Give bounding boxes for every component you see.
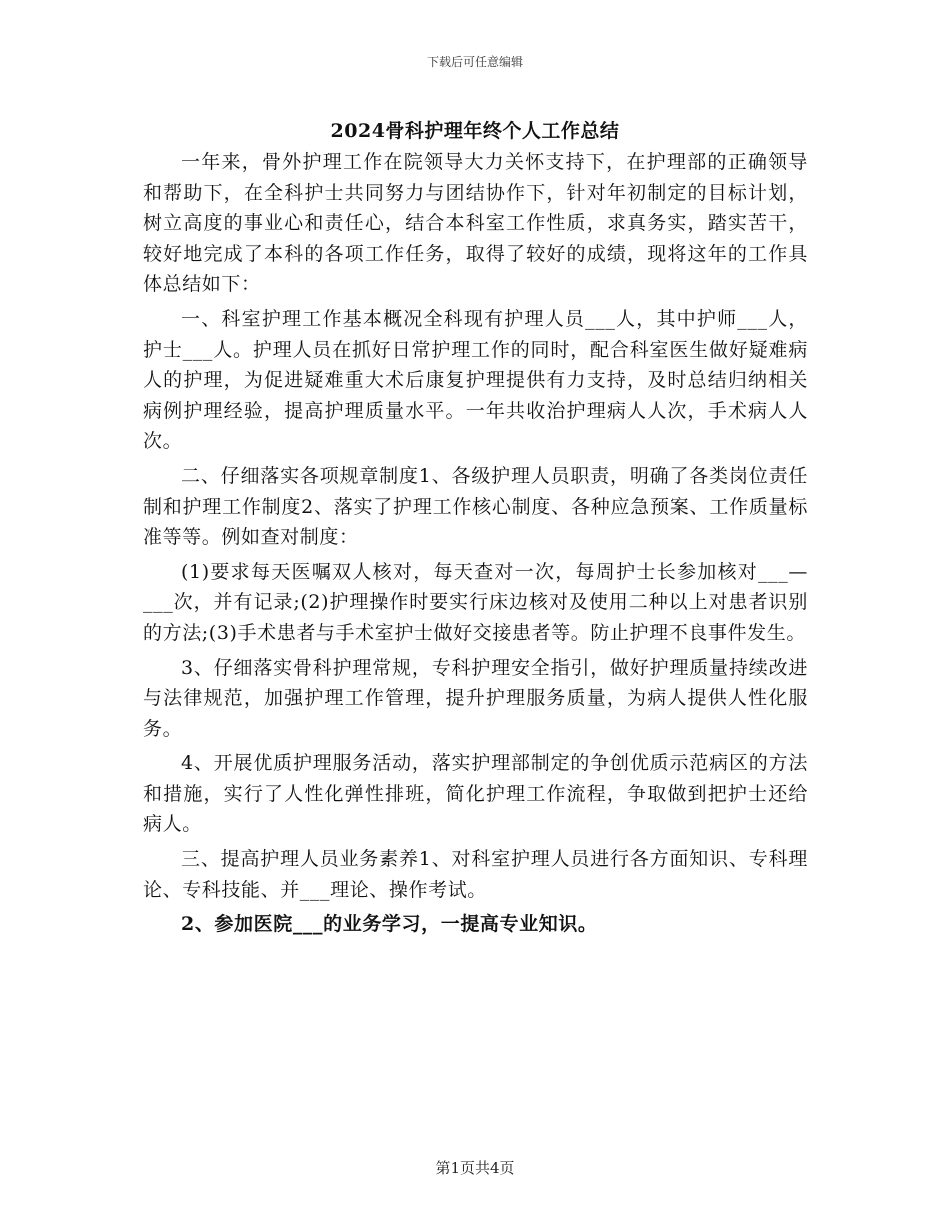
paragraph-checking-rules: (1)要求每天医嘱双人核对，每天查对一次，每周护士长参加核对___—___次，并有记录;(2)护理操作时要实行床边核对及使用二种以上对患者识别的方法;(3)手术患者与手术室护士做好交接患者等。防止护理不良事件发生。 — [143, 560, 808, 644]
page-number: 第1页共4页 — [435, 1159, 515, 1177]
paragraph-item-2-bold: 2、参加医院___的业务学习，一提高专业知识。 — [181, 913, 598, 936]
paragraph-item-3: 3、仔细落实骨科护理常规，专科护理安全指引，做好护理质量持续改进与法律规范，加强护理工作管理，提升护理服务质量，为病人提供人性化服务。 — [143, 656, 808, 740]
document-body — [143, 147, 808, 940]
paragraph-item-4: 4、开展优质护理服务活动，落实护理部制定的争创优质示范病区的方法和措施，实行了人性化弹性排班，简化护理工作流程，争取做到把护士还给病人。 — [143, 752, 808, 836]
paragraph-section-2: 二、仔细落实各项规章制度1、各级护理人员职责，明确了各类岗位责任制和护理工作制度2、落实了护理工作核心制度、各种应急预案、工作质量标准等等。例如查对制度： — [143, 464, 808, 549]
paragraph-section-1: 一、科室护理工作基本概况全科现有护理人员___人，其中护师___人，护士___人。护理人员在抓好日常护理工作的同时，配合科室医生做好疑难病人的护理，为促进疑难重大术后康复护理提供有力支持，及时总结归纳相关病例护理经验，提高护理质量水平。一年共收治护理病人人次，手术病人人次。 — [143, 307, 808, 453]
paragraph-intro: 一年来，骨外护理工作在院领导大力关怀支持下，在护理部的正确领导和帮助下，在全科护士共同努力与团结协作下，针对年初制定的目标计划，树立高度的事业心和责任心，结合本科室工作性质，求真务实，踏实苦干，较好地完成了本科的各项工作任务，取得了较好的成绩，现将这年的工作具体总结如下： — [143, 151, 808, 296]
header-note: 下载后可任意编辑 — [426, 55, 523, 69]
paragraph-section-3: 三、提高护理人员业务素养1、对科室护理人员进行各方面知识、专科理论、专科技能、并___理论、操作考试。 — [143, 848, 808, 901]
document-title: 2024骨科护理年终个人工作总结 — [330, 120, 620, 142]
